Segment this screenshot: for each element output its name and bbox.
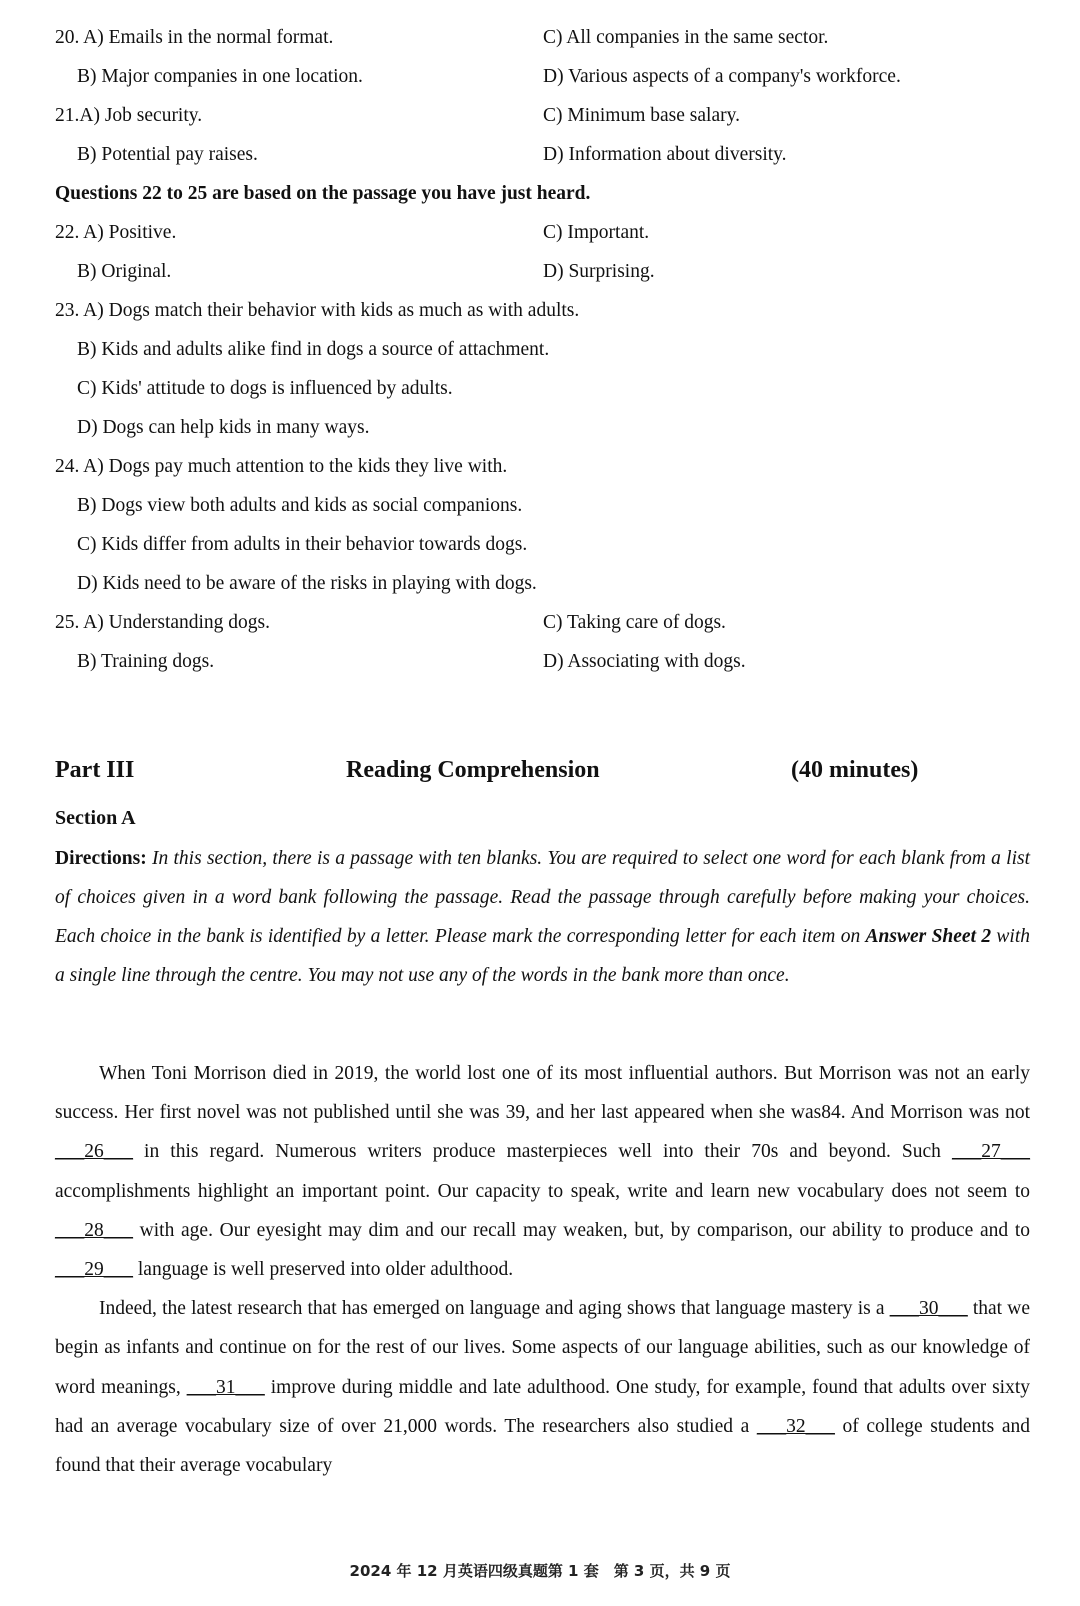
directions-text-2: with a single line through the centre. You may not use any of the words in the bank more than once. — [55, 926, 1031, 986]
passage-paragraph-1 — [55, 1054, 1030, 1289]
q22-option-c: C) Important. — [543, 222, 650, 243]
q21-option-a: 21.A) Job security. — [55, 105, 203, 126]
q21-option-d: D) Information about diversity. — [543, 144, 787, 165]
p1-text-3: accomplishments highlight an important point. Our capacity to speak, write and learn new vocabulary does not seem to — [55, 1180, 1030, 1202]
blank-27: ___27___ — [952, 1141, 1030, 1163]
page-footer: 2024 年 12 月英语四级真题第 1 套 第 3 页，共 9 页 — [349, 1562, 731, 1580]
part-time: (40 minutes) — [791, 757, 919, 783]
question-22-row-1 — [55, 213, 1030, 252]
blank-30: ___30___ — [889, 1298, 968, 1320]
blank-32: ___32___ — [756, 1415, 835, 1437]
q24-option-c: C) Kids differ from adults in their behavior towards dogs. — [77, 534, 528, 555]
question-20-row-2 — [55, 57, 1030, 96]
p2-text-4: of college students and found that their average vocabulary — [55, 1415, 1031, 1477]
p1-text-2: in this regard. Numerous writers produce masterpieces well into their 70s and beyond. Such — [133, 1141, 952, 1163]
blank-29: ___29___ — [55, 1259, 133, 1281]
directions-text-1: In this section, there is a passage with ten blanks. You are required to select one word for each blank from a list of choices given in a word bank following the passage. Read the passage through carefully before making your choices. Each choice in the bank is identified by a letter. Please mark the corresponding letter for each item on — [55, 848, 1030, 947]
part-title: Reading Comprehension — [346, 757, 600, 783]
passage-paragraph-2 — [55, 1289, 1030, 1485]
answer-sheet-ref: Answer Sheet 2 — [865, 926, 992, 947]
blank-26: ___26___ — [55, 1141, 133, 1163]
q20-option-d: D) Various aspects of a company's workforce. — [543, 66, 901, 87]
question-21-row-1 — [55, 96, 1030, 135]
p2-text-1: Indeed, the latest research that has emerged on language and aging shows that language mastery is a — [99, 1298, 890, 1320]
reading-passage — [55, 1054, 1030, 1485]
q21-option-c: C) Minimum base salary. — [543, 105, 740, 126]
question-20-row-1 — [55, 18, 1030, 57]
q21-option-b: B) Potential pay raises. — [77, 144, 258, 165]
q24-option-a: 24. A) Dogs pay much attention to the kids they live with. — [55, 456, 508, 477]
q23-option-a: 23. A) Dogs match their behavior with kids as much as with adults. — [55, 300, 580, 321]
q23-option-b: B) Kids and adults alike find in dogs a source of attachment. — [77, 339, 550, 360]
directions-label: Directions: — [55, 848, 147, 869]
p1-text-5: language is well preserved into older adulthood. — [133, 1259, 514, 1281]
part-label: Part III — [55, 757, 135, 783]
q24-option-d: D) Kids need to be aware of the risks in playing with dogs. — [77, 573, 537, 594]
q22-option-a: 22. A) Positive. — [55, 222, 177, 243]
question-25-row-2 — [55, 642, 1030, 681]
blank-31: ___31___ — [186, 1376, 265, 1398]
question-21-row-2 — [55, 135, 1030, 174]
q23-option-c: C) Kids' attitude to dogs is influenced by adults. — [77, 378, 453, 399]
blank-28: ___28___ — [55, 1219, 133, 1241]
q25-option-c: C) Taking care of dogs. — [543, 612, 726, 633]
q20-option-b: B) Major companies in one location. — [77, 66, 363, 87]
q25-option-a: 25. A) Understanding dogs. — [55, 612, 271, 633]
q22-option-d: D) Surprising. — [543, 261, 655, 282]
p1-text-4: with age. Our eyesight may dim and our recall may weaken, but, by comparison, our ability to produce and to — [133, 1219, 1030, 1241]
p1-text-1: When Toni Morrison died in 2019, the world lost one of its most influential authors. But Morrison was not an early success. Her first novel was not published until she was 39, and her last appeared when she was84. And Morrison was not — [55, 1063, 1030, 1124]
p2-text-2: that we begin as infants and continue on for the rest of our lives. Some aspects of our language abilities, such as our knowledge of word meanings, — [55, 1298, 1030, 1398]
q25-option-d: D) Associating with dogs. — [543, 651, 746, 672]
q20-option-c: C) All companies in the same sector. — [543, 27, 829, 48]
q22-option-b: B) Original. — [77, 261, 172, 282]
q24-option-b: B) Dogs view both adults and kids as social companions. — [77, 495, 523, 516]
q20-option-a: 20. A) Emails in the normal format. — [55, 27, 334, 48]
p2-text-3: improve during middle and late adulthood. One study, for example, found that adults over sixty had an average vocabulary size of over 21,000 words. The researchers also studied a — [55, 1376, 1031, 1437]
question-22-row-2 — [55, 252, 1030, 291]
q25-option-b: B) Training dogs. — [77, 651, 215, 672]
questions-22-25-heading: Questions 22 to 25 are based on the passage you have just heard. — [55, 183, 591, 204]
section-heading: Section A — [55, 807, 136, 829]
directions — [55, 839, 1030, 995]
question-25-row-1 — [55, 603, 1030, 642]
q23-option-d: D) Dogs can help kids in many ways. — [77, 417, 370, 438]
